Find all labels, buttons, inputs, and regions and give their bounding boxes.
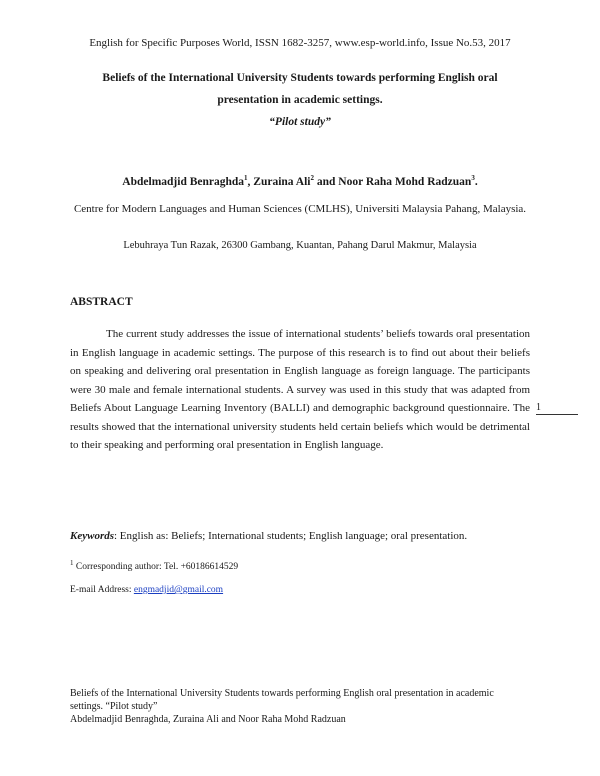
author-3: Noor Raha Mohd Radzuan [338, 176, 472, 188]
margin-note-number: 1 [536, 402, 541, 413]
author-1: Abdelmadjid Benraghda [122, 176, 245, 188]
email-line [70, 585, 223, 595]
affiliation: Centre for Modern Languages and Human Sciences (CMLHS), Universiti Malaysia Pahang, Malaysia. [73, 203, 527, 215]
author-2: Zuraina Ali [253, 176, 311, 188]
footer-line-1: Beliefs of the International University Students towards performing English oral presentation in academic [70, 688, 494, 699]
running-header: English for Specific Purposes World, ISSN 1682-3257, www.esp-world.info, Issue No.53, 2017 [89, 37, 511, 49]
author-1-sup: 1 [244, 174, 248, 183]
email-link[interactable]: engmadjid@gmail.com [133, 585, 224, 595]
abstract-heading: ABSTRACT [70, 296, 133, 308]
paper-title [0, 67, 600, 133]
footnote-text: Corresponding author: Tel. +60186614529 [73, 562, 239, 572]
footer-line-3: Abdelmadjid Benraghda, Zuraina Ali and Noor Raha Mohd Radzuan [70, 714, 346, 725]
email-label: E-mail Address: [70, 585, 134, 595]
footnote [70, 558, 239, 572]
address: Lebuhraya Tun Razak, 26300 Gambang, Kuantan, Pahang Darul Makmur, Malaysia [123, 240, 477, 251]
title-line-1: Beliefs of the International University Students towards performing English oral [102, 72, 498, 84]
author-end: . [474, 176, 478, 188]
footnote-sup: 1 [70, 558, 74, 567]
margin-note-rule [536, 414, 578, 415]
keywords-label: Keywords [70, 530, 114, 542]
abstract-body: The current study addresses the issue of international students’ beliefs towards oral presentation in English language in academic settings. The purpose of this research is to find out about their beliefs on speaking and delivering oral presentation in English language as foreign language. The participants were 30 male and female international students. A survey was used in this study that was adapted from Beliefs About Language Learning Inventory (BALLI) and demographic background questionnaire. The results showed that the international university students held certain beliefs which would be detrimental to their speaking and performing oral presentation in English language. [70, 328, 530, 451]
keywords-text: : English as: Beliefs; International students; English language; oral presentation. [114, 530, 468, 542]
keywords [70, 530, 467, 542]
author-3-sup: 3 [471, 174, 475, 183]
footer-line-2: settings. “Pilot study” [70, 701, 158, 712]
author-sep-1: , [247, 176, 254, 188]
title-subtitle: “Pilot study” [269, 116, 331, 128]
author-sep-2: and [313, 176, 339, 188]
page-footer [70, 687, 540, 726]
title-line-2: presentation in academic settings. [217, 94, 383, 106]
author-2-sup: 2 [310, 174, 314, 183]
author-list [0, 176, 600, 188]
